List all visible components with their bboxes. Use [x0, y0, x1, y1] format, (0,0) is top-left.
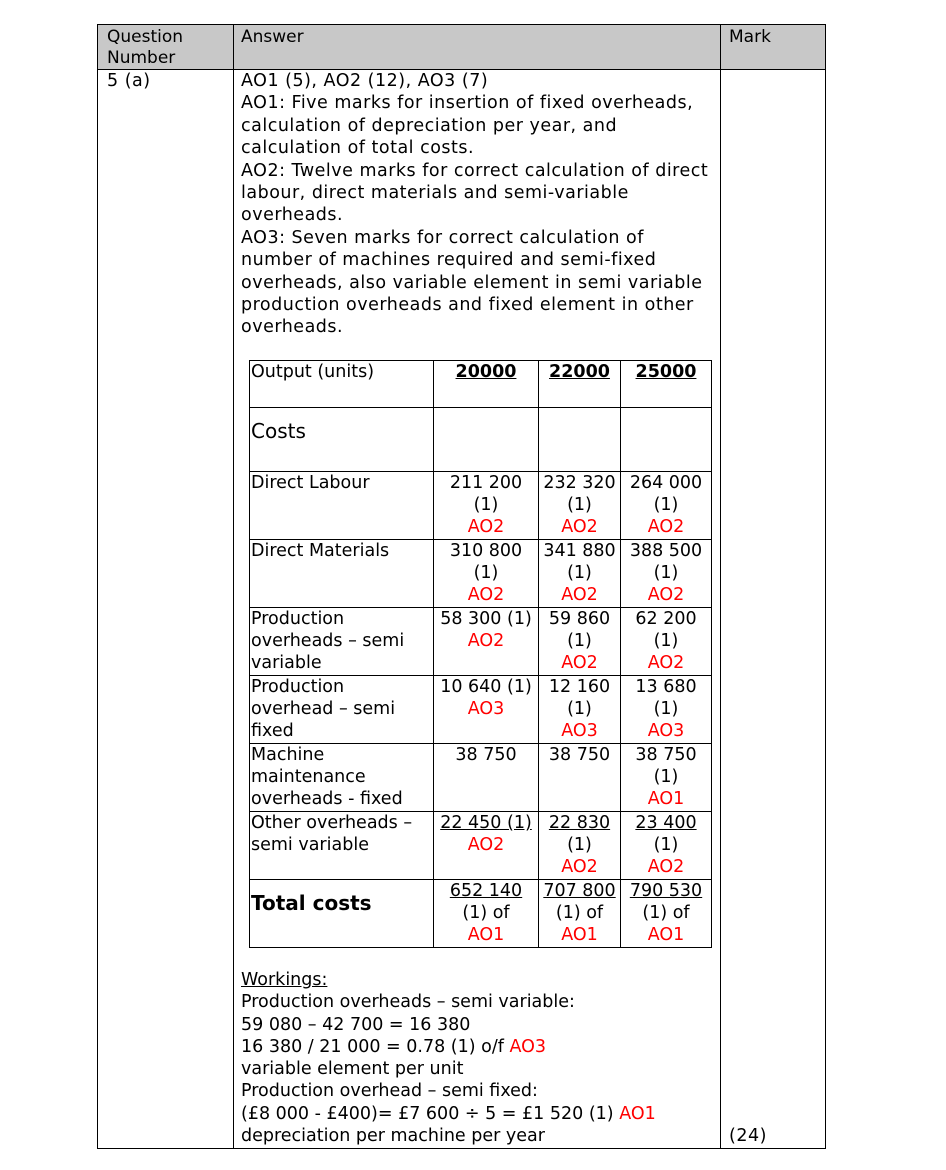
cost-cell: 38 750 — [539, 744, 621, 812]
cost-cell: 58 300 (1) AO2 — [434, 608, 539, 676]
cost-cell: 59 860 (1) AO2 — [539, 608, 621, 676]
row-label: Direct Materials — [250, 540, 434, 608]
table-row — [250, 472, 712, 540]
total-cell: 707 800 (1) of AO1 — [539, 880, 621, 948]
cost-cell: 22 450 (1) AO2 — [434, 812, 539, 880]
table-row — [250, 812, 712, 880]
cost-cell: 341 880 (1) AO2 — [539, 540, 621, 608]
cost-cell: 211 200 (1) AO2 — [434, 472, 539, 540]
workings-line: 59 080 – 42 700 = 16 380 — [241, 1014, 471, 1035]
cost-cell: 388 500 (1) AO2 — [621, 540, 712, 608]
total-cell: 652 140 (1) of AO1 — [434, 880, 539, 948]
header-mark: Mark — [729, 27, 771, 47]
header-question-number: Question Number — [107, 27, 184, 68]
intro-line: AO3: Seven marks for correct calculation of number of machines required and semi-fixed overheads, also variable element in semi variable production overheads and fixed element in other overheads. — [241, 227, 703, 338]
intro-text — [241, 70, 711, 339]
workings — [241, 969, 656, 1147]
cost-cell: 38 750 — [434, 744, 539, 812]
output-value: 20000 — [455, 362, 517, 382]
cost-cell: 13 680 (1) AO3 — [621, 676, 712, 744]
cost-cell: 38 750 (1) AO1 — [621, 744, 712, 812]
cost-cell: 310 800 (1) AO2 — [434, 540, 539, 608]
header-answer: Answer — [241, 27, 304, 47]
costs-label: Costs — [250, 408, 434, 472]
row-label: Direct Labour — [250, 472, 434, 540]
table-row — [250, 361, 712, 408]
table-row — [250, 744, 712, 812]
total-row — [250, 880, 712, 948]
workings-line: depreciation per machine per year — [241, 1126, 545, 1147]
cost-cell: 10 640 (1) AO3 — [434, 676, 539, 744]
output-value: 25000 — [635, 362, 697, 382]
total-mark: (24) — [729, 1126, 767, 1146]
table-row — [250, 408, 712, 472]
table-row — [250, 676, 712, 744]
cost-cell: 232 320 (1) AO2 — [539, 472, 621, 540]
intro-line: AO1 (5), AO2 (12), AO3 (7) — [241, 71, 489, 91]
output-value: 22000 — [549, 362, 610, 382]
intro-line: AO2: Twelve marks for correct calculation of direct labour, direct materials and semi-variable overheads. — [241, 160, 709, 226]
cost-cell: 264 000 (1) AO2 — [621, 472, 712, 540]
cost-cell: 12 160 (1) AO3 — [539, 676, 621, 744]
table-row — [250, 540, 712, 608]
row-label: Machine maintenance overheads - fixed — [250, 744, 434, 812]
intro-line: AO1: Five marks for insertion of fixed overheads, calculation of depreciation per year, and calculation of total costs. — [241, 93, 694, 159]
cost-table — [249, 360, 712, 948]
question-number: 5 (a) — [107, 71, 151, 91]
workings-line: 16 380 / 21 000 = 0.78 (1) o/f AO3 — [241, 1036, 547, 1057]
total-cell: 790 530 (1) of AO1 — [621, 880, 712, 948]
row-label: Production overheads – semi variable — [250, 608, 434, 676]
workings-line: Production overhead – semi fixed: — [241, 1081, 538, 1102]
cost-cell: 23 400 (1) AO2 — [621, 812, 712, 880]
output-label: Output (units) — [250, 361, 434, 408]
row-label: Other overheads – semi variable — [250, 812, 434, 880]
cost-cell: 22 830 (1) AO2 — [539, 812, 621, 880]
table-row — [250, 608, 712, 676]
workings-line: (£8 000 - £400)= £7 600 ÷ 5 = £1 520 (1) AO1 — [241, 1103, 656, 1124]
workings-line: Production overheads – semi variable: — [241, 992, 575, 1013]
workings-line: variable element per unit — [241, 1059, 464, 1080]
cost-cell: 62 200 (1) AO2 — [621, 608, 712, 676]
workings-title: Workings: — [241, 970, 328, 990]
total-label: Total costs — [250, 880, 434, 948]
row-label: Production overhead – semi fixed — [250, 676, 434, 744]
